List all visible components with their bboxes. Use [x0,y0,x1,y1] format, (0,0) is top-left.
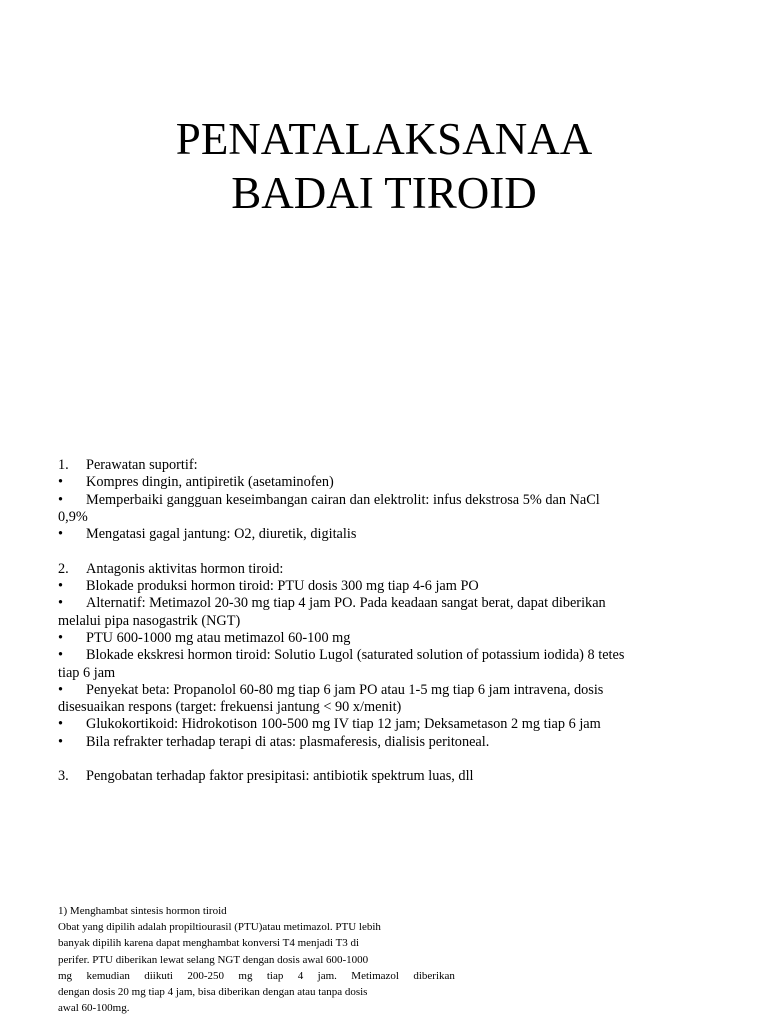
footnote-line-justified [58,968,455,984]
footnote-word: mg [238,969,253,982]
section-heading [58,457,708,474]
section-spacer [58,751,708,768]
bullet-icon: • [58,629,64,646]
list-item: • Memperbaiki gangguan keseimbangan cairan dan elektrolit: infus dekstrosa 5% dan NaCl [58,491,600,508]
list-item-continuation: tiap 6 jam [58,664,116,681]
bullet-icon: • [58,716,64,733]
bullet-icon: • [58,491,64,508]
bullet-icon: • [58,474,64,491]
document-title [0,112,768,220]
footnote-word: jam. [317,969,337,982]
footnote-word: diberikan [413,969,455,982]
footnote-word: 4 [297,969,304,982]
title-line-2: BADAI TIROID [231,168,537,218]
section-number: 2. [58,560,69,577]
section-1 [58,457,708,543]
footnote-word: diikuti [144,969,173,982]
list-item: • PTU 600-1000 mg atau metimazol 60-100 mg [58,629,351,646]
bullet-icon: • [58,681,64,698]
list-item: • Penyekat beta: Propanolol 60-80 mg tiap 6 jam PO atau 1-5 mg tiap 6 jam intravena, dosis [58,681,604,698]
section-spacer [58,543,708,560]
section-heading-text: Perawatan suportif: [86,457,198,473]
list-item-continuation: 0,9% [58,508,88,525]
list-item: • Bila refrakter terhadap terapi di atas: plasmaferesis, dialisis peritoneal. [58,733,490,750]
footnote-word: mg [58,969,73,982]
footnote-line: Obat yang dipilih adalah propiltiourasil (PTU)atau metimazol. PTU lebih [58,921,381,934]
footnote-word: Metimazol [351,969,399,982]
footnote-line: dengan dosis 20 mg tiap 4 jam, bisa diberikan dengan atau tanpa dosis [58,986,368,999]
list-item: • Alternatif: Metimazol 20-30 mg tiap 4 jam PO. Pada keadaan sangat berat, dapat diberikan [58,595,606,612]
footnote-line: awal 60-100mg. [58,1002,130,1015]
section-3 [58,768,708,785]
list-item: • Glukokortikoid: Hidrokotison 100-500 mg IV tiap 12 jam; Deksametason 2 mg tiap 6 jam [58,716,601,733]
list-item: • Mengatasi gagal jantung: O2, diuretik, digitalis [58,526,357,543]
footnote-word: 200-250 [187,969,225,982]
section-heading-text: Antagonis aktivitas hormon tiroid: [86,560,284,577]
bullet-icon: • [58,647,64,664]
list-item: • Blokade ekskresi hormon tiroid: Solutio Lugol (saturated solution of potassium iodida) 8 tetes [58,647,625,664]
footnote-word: kemudian [86,969,130,982]
treatment-list [58,457,708,786]
footnote-line: banyak dipilih karena dapat menghambat konversi T4 menjadi T3 di [58,937,360,950]
footnote-line: perifer. PTU diberikan lewat selang NGT dengan dosis awal 600-1000 [58,953,369,966]
section-heading [58,561,708,578]
list-item: • Kompres dingin, antipiretik (asetaminofen) [58,474,334,491]
list-item-continuation: disesuaikan respons (target: frekuensi jantung < 90 x/menit) [58,699,402,716]
footnote [58,903,458,1016]
section-heading-text: Pengobatan terhadap faktor presipitasi: antibiotik spektrum luas, dll [86,768,474,785]
section-heading [58,768,708,785]
section-number: 3. [58,768,69,785]
bullet-icon: • [58,526,64,543]
bullet-icon: • [58,578,64,595]
section-2 [58,561,708,751]
list-item-continuation: melalui pipa nasogastrik (NGT) [58,612,241,629]
footnote-word: tiap [266,969,284,982]
list-item: • Blokade produksi hormon tiroid: PTU dosis 300 mg tiap 4-6 jam PO [58,578,479,595]
footnote-line: 1) Menghambat sintesis hormon tiroid [58,905,227,917]
section-number: 1. [58,457,69,473]
bullet-icon: • [58,595,64,612]
title-line-1: PENATALAKSANAA [175,114,593,164]
bullet-icon: • [58,733,64,750]
